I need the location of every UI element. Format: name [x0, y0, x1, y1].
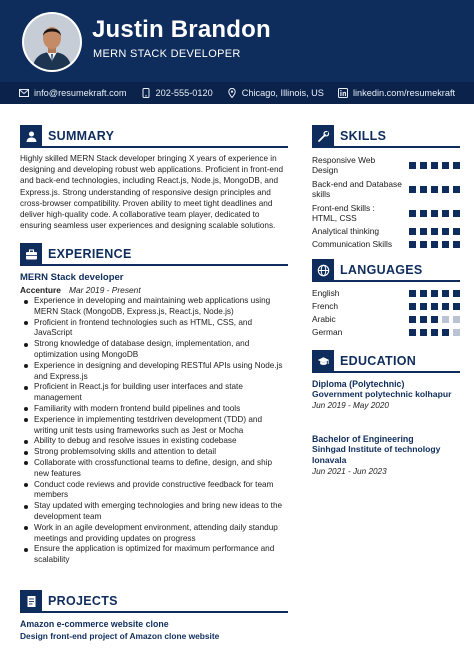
rating-dot-filled	[453, 303, 460, 310]
briefcase-icon	[25, 248, 38, 261]
skill-rating	[409, 186, 460, 193]
rating-dot-filled	[420, 241, 427, 248]
languages-icon-box	[312, 259, 334, 281]
rating-dot-filled	[409, 303, 416, 310]
project-description: Design front-end project of Amazon clone website	[20, 631, 220, 641]
rating-dot-empty	[453, 329, 460, 336]
candidate-name: Justin Brandon	[92, 16, 271, 43]
skill-rating	[409, 210, 460, 217]
rating-dot-empty	[442, 316, 449, 323]
list-item: Familiarity with modern frontend build pipelines and tools	[22, 404, 286, 415]
job-bullets	[22, 296, 286, 566]
contact-phone[interactable]	[141, 88, 213, 98]
language-rating	[409, 303, 460, 310]
language-row	[312, 326, 460, 339]
skill-rating	[409, 162, 460, 169]
list-item: Collaborate with crossfunctional teams to define, design, and ship new features	[22, 458, 286, 480]
summary-icon-box	[20, 125, 42, 147]
language-rating	[409, 290, 460, 297]
skill-rating	[409, 241, 460, 248]
rating-dot-filled	[409, 210, 416, 217]
rating-dot-filled	[420, 316, 427, 323]
rating-dot-filled	[420, 329, 427, 336]
linkedin-icon	[338, 88, 348, 98]
skills-list	[312, 153, 460, 251]
rating-dot-filled	[431, 228, 438, 235]
skills-title: SKILLS	[340, 129, 387, 143]
rating-dot-filled	[453, 241, 460, 248]
skill-label: Analytical thinking	[312, 226, 380, 237]
education-divider	[312, 371, 460, 373]
job-meta	[20, 285, 141, 295]
rating-dot-filled	[420, 228, 427, 235]
skill-rating	[409, 228, 460, 235]
education-school: Sinhgad Institute of technology lonavala	[312, 444, 441, 465]
email-icon	[19, 88, 29, 98]
rating-dot-filled	[409, 290, 416, 297]
skill-label: Front-end Skills : HTML, CSS	[312, 202, 375, 223]
education-school: Government polytechnic kolhapur	[312, 389, 452, 399]
language-row	[312, 313, 460, 326]
summary-title: SUMMARY	[48, 129, 115, 143]
skill-label: Responsive Web Design	[312, 154, 376, 175]
rating-dot-filled	[420, 210, 427, 217]
language-label: German	[312, 327, 343, 338]
list-item: Ensure the application is optimized for maximum performance and scalability	[22, 544, 286, 566]
rating-dot-filled	[431, 186, 438, 193]
experience-title: EXPERIENCE	[48, 247, 132, 261]
skill-row	[312, 201, 460, 225]
globe-icon	[317, 264, 330, 277]
language-rating	[409, 316, 460, 323]
skills-icon-box	[312, 125, 334, 147]
list-item: Stay updated with emerging technologies and bring new ideas to the development team	[22, 501, 286, 523]
summary-heading	[20, 125, 114, 147]
rating-dot-filled	[431, 303, 438, 310]
languages-heading	[312, 259, 423, 281]
language-row	[312, 300, 460, 313]
rating-dot-filled	[409, 316, 416, 323]
resume-header	[0, 0, 474, 82]
contact-location-text: Chicago, Illinois, US	[241, 88, 324, 98]
list-item: Conduct code reviews and provide constructive feedback for team members	[22, 480, 286, 502]
rating-dot-filled	[453, 290, 460, 297]
contact-linkedin-text: linkedin.com/resumekraft	[352, 88, 456, 98]
education-heading	[312, 350, 416, 372]
rating-dot-filled	[442, 290, 449, 297]
list-item: Proficient in React.js for building user interfaces and state management	[22, 382, 286, 404]
experience-heading	[20, 243, 132, 265]
contact-phone-text: 202-555-0120	[155, 88, 213, 98]
candidate-title: MERN STACK DEVELOPER	[93, 48, 241, 60]
projects-divider	[20, 611, 288, 613]
rating-dot-filled	[431, 290, 438, 297]
education-degree: Diploma (Polytechnic)	[312, 379, 405, 389]
education-dates: Jun 2021 - Jun 2023	[312, 467, 387, 476]
job-company: Accenture	[20, 285, 61, 295]
list-item: Ability to debug and resolve issues in existing codebase	[22, 436, 286, 447]
list-item: Strong problemsolving skills and attention to detail	[22, 447, 286, 458]
education-degree: Bachelor of Engineering	[312, 434, 414, 444]
graduation-cap-icon	[317, 355, 330, 368]
rating-dot-filled	[420, 303, 427, 310]
list-item: Experience in developing and maintaining web applications using MERN Stack (MongoDB, Express.js, React.js, Node.js)	[22, 296, 286, 318]
contact-email-text: info@resumekraft.com	[33, 88, 127, 98]
list-item: Strong knowledge of database design, implementation, and optimization using MongoDB	[22, 339, 286, 361]
projects-icon-box	[20, 590, 42, 612]
language-label: French	[312, 301, 339, 312]
rating-dot-filled	[453, 186, 460, 193]
rating-dot-filled	[431, 316, 438, 323]
list-item: Work in an agile development environment, attending daily standup meetings and providing updates on progress	[22, 523, 286, 545]
language-label: Arabic	[312, 314, 336, 325]
languages-title: LANGUAGES	[340, 263, 423, 277]
contact-location	[227, 88, 324, 98]
rating-dot-filled	[442, 210, 449, 217]
list-item: Experience in implementing testdriven development (TDD) and writing unit tests using frameworks such as Jest or Mocha	[22, 415, 286, 437]
experience-divider	[20, 264, 288, 266]
rating-dot-filled	[453, 228, 460, 235]
contact-linkedin[interactable]	[338, 88, 455, 98]
phone-icon	[141, 88, 151, 98]
education-icon-box	[312, 350, 334, 372]
user-icon	[25, 130, 38, 143]
contact-email[interactable]	[19, 88, 127, 98]
rating-dot-filled	[431, 329, 438, 336]
rating-dot-filled	[431, 241, 438, 248]
document-icon	[25, 595, 38, 608]
rating-dot-filled	[442, 329, 449, 336]
project-name: Amazon e-commerce website clone	[20, 619, 169, 629]
rating-dot-filled	[442, 228, 449, 235]
skill-label: Communication Skills	[312, 239, 393, 250]
languages-list	[312, 287, 460, 339]
rating-dot-filled	[431, 162, 438, 169]
rating-dot-filled	[409, 162, 416, 169]
rating-dot-filled	[420, 290, 427, 297]
skills-divider	[312, 146, 460, 148]
summary-text: Highly skilled MERN Stack developer bringing X years of experience in designing and developing robust web applications. Proficient in front-end and back-end technologies, including React.js, Node.js, MongoDB, and Express.js. Strong understanding of responsive design principles and cross-browser compatibility. Proven ability to meet tight deadlines and deliver high-quality code. A collaborative team player, dedicated to ensuring seamless user experiences and designing scalable solutions.	[20, 154, 284, 231]
rating-dot-filled	[453, 162, 460, 169]
skills-heading	[312, 125, 386, 147]
skill-row	[312, 177, 460, 201]
avatar	[22, 12, 82, 72]
rating-dot-filled	[442, 186, 449, 193]
education-dates: Jun 2019 - May 2020	[312, 401, 389, 410]
languages-divider	[312, 280, 460, 282]
language-row	[312, 287, 460, 300]
summary-divider	[20, 146, 288, 148]
skill-row	[312, 238, 460, 251]
rating-dot-empty	[453, 316, 460, 323]
rating-dot-filled	[409, 329, 416, 336]
skill-row	[312, 153, 460, 177]
skill-row	[312, 225, 460, 238]
profile-photo	[24, 14, 80, 70]
location-icon	[227, 88, 237, 98]
projects-heading	[20, 590, 118, 612]
rating-dot-filled	[409, 241, 416, 248]
rating-dot-filled	[453, 210, 460, 217]
language-rating	[409, 329, 460, 336]
contact-bar	[0, 82, 474, 104]
rating-dot-filled	[409, 186, 416, 193]
tools-icon	[317, 130, 330, 143]
list-item: Experience in designing and developing RESTful APIs using Node.js and Express.js	[22, 361, 286, 383]
rating-dot-filled	[442, 162, 449, 169]
language-label: English	[312, 288, 340, 299]
skill-label: Back-end and Database skills	[312, 178, 402, 199]
education-title: EDUCATION	[340, 354, 417, 368]
rating-dot-filled	[431, 210, 438, 217]
education-item	[312, 434, 462, 476]
rating-dot-filled	[442, 303, 449, 310]
rating-dot-filled	[409, 228, 416, 235]
rating-dot-filled	[420, 186, 427, 193]
rating-dot-filled	[420, 162, 427, 169]
job-dates: Mar 2019 - Present	[68, 285, 141, 295]
rating-dot-filled	[442, 241, 449, 248]
list-item: Proficient in frontend technologies such as HTML, CSS, and JavaScript	[22, 318, 286, 340]
experience-icon-box	[20, 243, 42, 265]
education-item	[312, 379, 462, 410]
job-title: MERN Stack developer	[20, 272, 124, 283]
projects-title: PROJECTS	[48, 594, 118, 608]
